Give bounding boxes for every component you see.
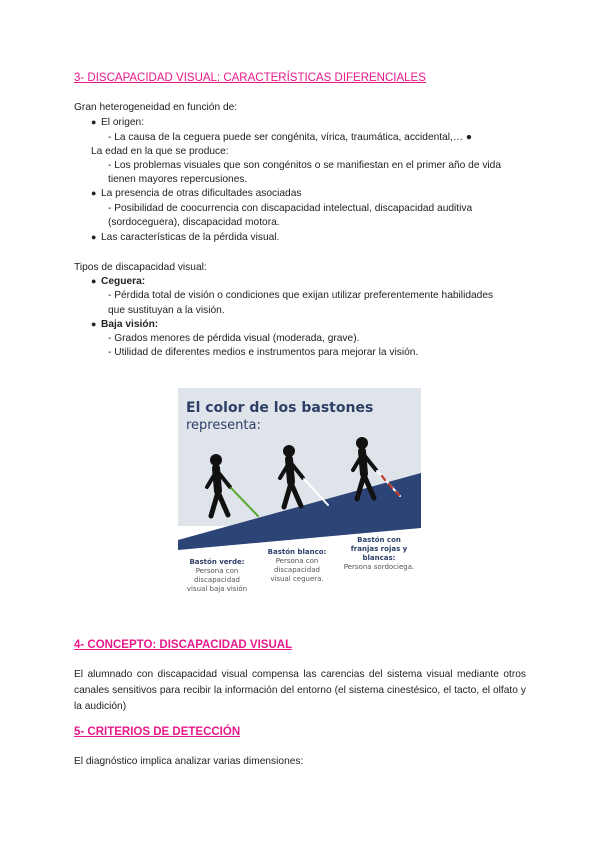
- other-desc-2: (sordoceguera), discapacidad motora.: [108, 217, 280, 228]
- canes-infographic: [178, 388, 421, 594]
- bullet-icon: ●: [91, 232, 97, 242]
- caption-line: visual ceguera.: [270, 575, 324, 583]
- caption-title: Bastón con: [357, 536, 401, 544]
- caption-line: visual baja visión: [186, 585, 248, 593]
- caption-title: Bastón blanco:: [267, 548, 327, 556]
- walking-person-icon-white-cane: [280, 445, 328, 507]
- caption-red-white: [338, 536, 420, 572]
- infographic-title: El color de los bastones: [186, 400, 374, 416]
- section-5-title: 5- CRITERIOS DE DETECCIÓN: [74, 726, 241, 738]
- bullet-icon: ●: [91, 117, 97, 127]
- low-vision-label: Baja visión:: [101, 319, 159, 330]
- other-label: La presencia de otras dificultades asociadas: [101, 188, 302, 199]
- intro-text: Gran heterogeneidad en función de:: [74, 102, 238, 113]
- section-5-body: El diagnóstico implica analizar varias dimensiones:: [74, 756, 304, 767]
- bullet-icon: ●: [91, 188, 97, 198]
- other-desc-1: - Posibilidad de coocurrencia con discapacidad intelectual, discapacidad auditiva: [108, 203, 473, 214]
- low-vision-desc-1: - Grados menores de pérdida visual (moderada, grave).: [108, 333, 360, 344]
- characteristics-label: Las características de la pérdida visual.: [101, 232, 280, 243]
- caption-white: [260, 548, 334, 584]
- origin-desc: - La causa de la ceguera puede ser congénita, vírica, traumática, accidental,… ●: [108, 132, 473, 143]
- caption-green: [182, 558, 252, 594]
- walking-person-icon-green-cane: [207, 454, 258, 516]
- section-3-title: 3- DISCAPACIDAD VISUAL: CARACTERÍSTICAS DIFERENCIALES: [74, 72, 426, 84]
- types-intro: Tipos de discapacidad visual:: [74, 262, 207, 273]
- blindness-desc-2: que sustituyan a la visión.: [108, 305, 225, 316]
- caption-line: Persona con: [195, 567, 239, 575]
- caption-title: Bastón verde:: [189, 558, 245, 566]
- age-label: La edad en la que se produce:: [91, 146, 229, 157]
- low-vision-desc-2: - Utilidad de diferentes medios e instrumentos para mejorar la visión.: [108, 347, 419, 358]
- bullet-icon: ●: [91, 276, 97, 286]
- section-4-title: 4- CONCEPTO: DISCAPACIDAD VISUAL: [74, 639, 293, 651]
- caption-title: franjas rojas y: [350, 545, 408, 553]
- section-4-body: El alumnado con discapacidad visual compensa las carencias del sistema visual mediante otros canales sensitivos para recibir la información del entorno (el sistema cinestésico, el tacto, el olfato y la audición): [74, 669, 526, 712]
- caption-title: blancas:: [362, 554, 396, 562]
- origin-label: El origen:: [101, 117, 145, 128]
- caption-line: Persona sordociega.: [343, 563, 415, 571]
- blindness-desc-1: - Pérdida total de visión o condiciones que exijan utilizar preferentemente habilidades: [108, 290, 494, 301]
- blindness-label: Ceguera:: [101, 276, 146, 287]
- bullet-icon: ●: [91, 319, 97, 329]
- infographic-subtitle: representa:: [186, 418, 261, 433]
- age-desc-1: - Los problemas visuales que son congénitos o se manifiestan en el primer año de vida: [108, 160, 502, 171]
- caption-line: Persona con: [275, 557, 319, 565]
- caption-line: discapacidad: [274, 566, 320, 574]
- age-desc-2: tienen mayores repercusiones.: [108, 174, 248, 185]
- caption-line: discapacidad: [194, 576, 240, 584]
